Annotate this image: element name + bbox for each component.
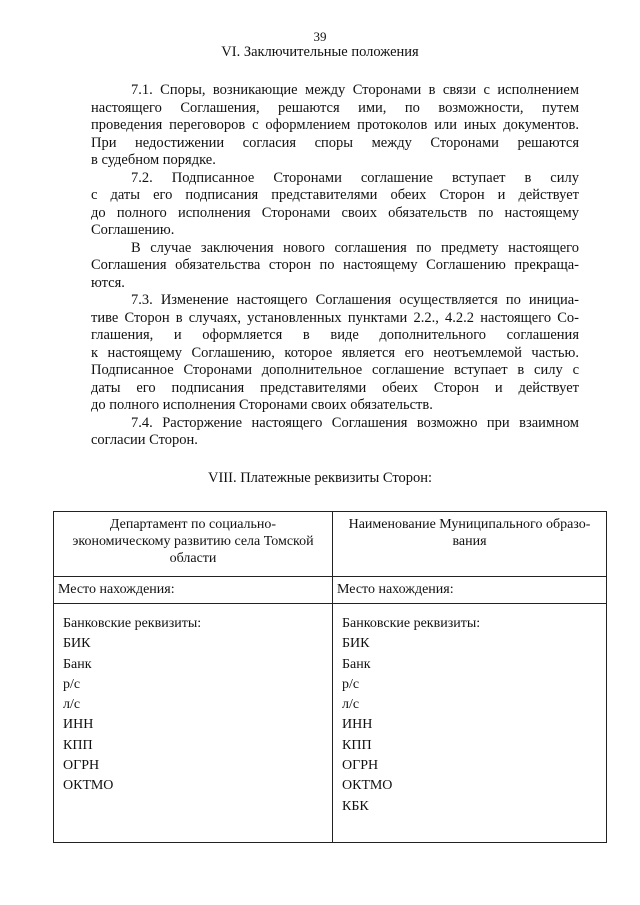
bank-field: КБК — [342, 798, 369, 814]
text-line: тиве Сторон в случаях, установленных пунктами 2.2., 4.2.2 настоящего Со- — [91, 309, 579, 326]
left-bank-details — [54, 604, 333, 843]
payment-details-table — [53, 511, 607, 843]
section-6-heading: VI. Заключительные положения — [221, 44, 419, 60]
text-line: даты его подписания представителями обеих Сторон и действует — [91, 379, 579, 396]
bank-field: Банковские реквизиты: — [342, 616, 481, 631]
right-bank-details — [333, 604, 607, 843]
text-line: настоящего Соглашения, решаются ими, по возможности, путем — [91, 99, 579, 116]
bank-field: Банк — [63, 656, 92, 672]
bank-field: р/с — [342, 676, 360, 692]
text-line: При недостижении согласия споры между Сторонами решаются — [91, 134, 579, 151]
bank-field: ОКТМО — [63, 778, 114, 794]
bank-field: р/с — [63, 676, 81, 692]
text-line: 7.1. Споры, возникающие между Сторонами в связи с исполнением — [131, 82, 579, 98]
bank-field: КПП — [342, 737, 372, 753]
text-line: до полного исполнения Сторонами своих обязательств. — [91, 397, 433, 413]
bank-field: л/с — [63, 697, 81, 713]
text-line: В случае заключения нового соглашения по предмету настоящего — [131, 239, 579, 256]
text-line: 7.2. Подписанное Сторонами соглашение вступает в силу — [131, 169, 579, 186]
bank-field: БИК — [63, 636, 91, 652]
bank-field: КПП — [63, 737, 93, 753]
header-line: экономическому развитию села Томской — [72, 534, 314, 549]
text-line: в судебном порядке. — [91, 152, 216, 168]
left-location-cell: Место нахождения: — [54, 577, 333, 604]
text-line: до полного исполнения Сторонами своих обязательств по настоящему — [91, 204, 579, 221]
paragraph-7-2 — [91, 170, 579, 240]
text-line: Соглашения обязательства сторон по настоящему Соглашению прекраща- — [91, 257, 579, 273]
text-line: Соглашению. — [91, 222, 175, 238]
bank-field: ОГРН — [63, 758, 100, 774]
bank-field: ИНН — [63, 717, 94, 733]
bank-field: БИК — [342, 636, 370, 652]
header-line: Департамент по социально- — [109, 517, 277, 532]
paragraph-7-4 — [91, 415, 579, 450]
bank-field: ОГРН — [342, 758, 379, 774]
text-line: Подписанное Сторонами дополнительное соглашение вступает в силу с — [91, 362, 579, 378]
text-line: к настоящему Соглашению, которое является его неотъемлемой частью. — [91, 344, 579, 361]
paragraph-7-3 — [91, 292, 579, 415]
bank-field: л/с — [342, 697, 360, 713]
header-line: Наименование Муниципального образо- — [348, 517, 591, 532]
bank-field: Банковские реквизиты: — [63, 616, 202, 631]
paragraph-7-1 — [91, 82, 579, 170]
text-line: 7.3. Изменение настоящего Соглашения осуществляется по инициа- — [131, 292, 579, 308]
text-line: проведения переговоров с оформлением протоколов или иных документов. — [91, 117, 579, 133]
bank-field: ИНН — [342, 717, 373, 733]
right-party-header — [333, 512, 607, 577]
bank-field: Банк — [342, 656, 371, 672]
bank-field: ОКТМО — [342, 778, 393, 794]
text-line: ются. — [91, 274, 125, 291]
section-8-heading: VIII. Платежные реквизиты Сторон: — [207, 470, 433, 486]
text-line: с даты его подписания представителями обеих Сторон и действует — [91, 187, 579, 203]
header-line: области — [169, 551, 217, 566]
left-party-header — [54, 512, 333, 577]
header-line: вания — [452, 534, 487, 549]
right-location-cell: Место нахождения: — [333, 577, 607, 604]
text-line: глашения, и оформляется в виде дополнительного соглашения — [91, 327, 579, 343]
page-number: 39 — [313, 29, 327, 44]
text-line: 7.4. Расторжение настоящего Соглашения возможно при взаимном — [131, 414, 579, 431]
text-line: согласии Сторон. — [91, 432, 198, 448]
paragraph-7-2-continued — [91, 240, 579, 293]
